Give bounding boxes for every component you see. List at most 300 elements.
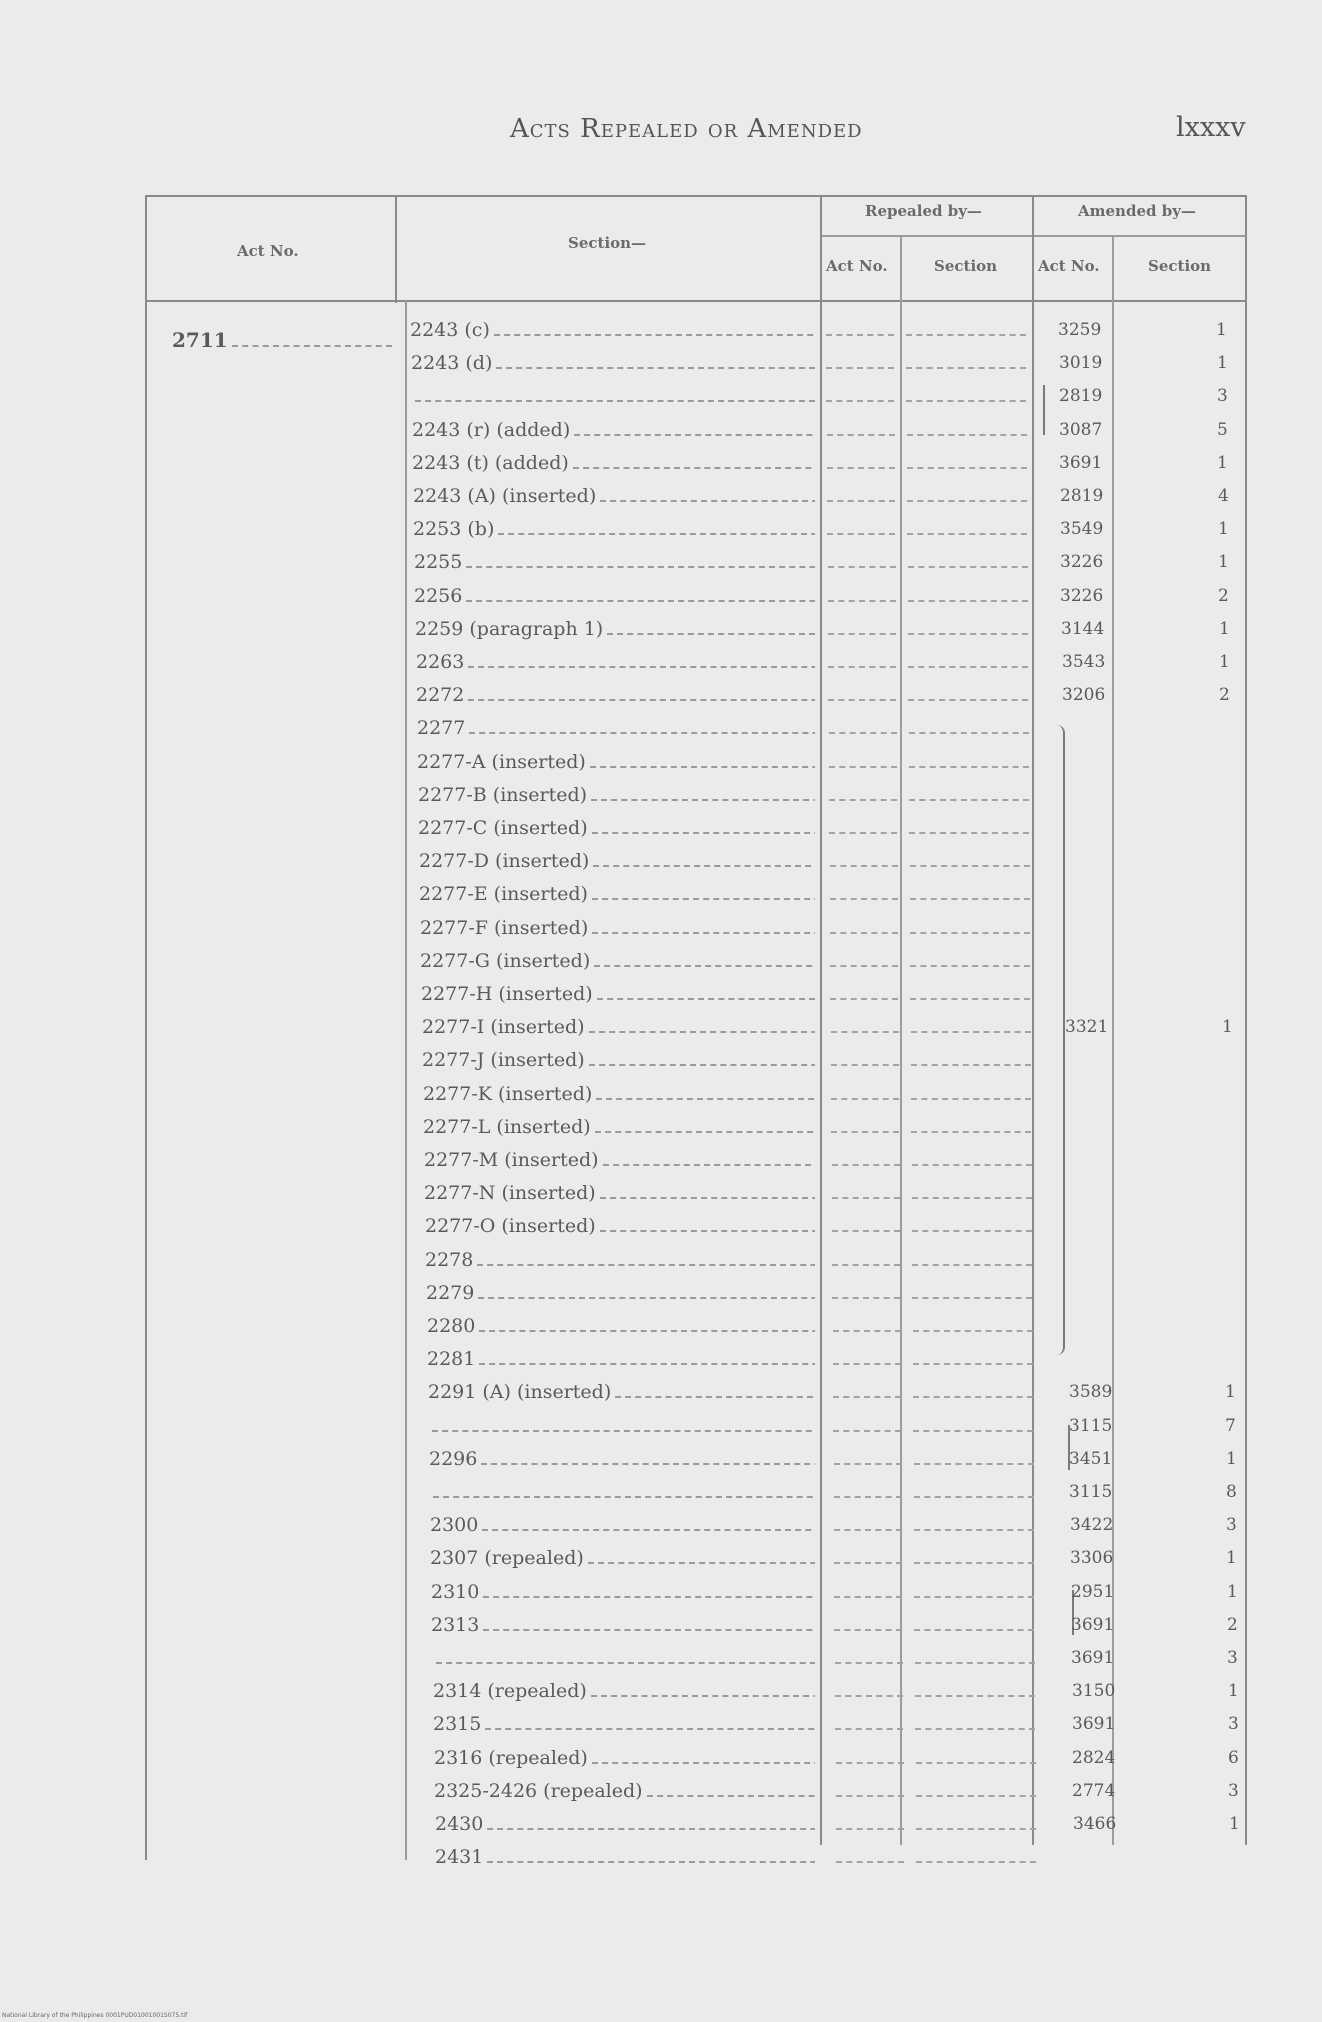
section-text: 2277-M (inserted): [424, 1149, 599, 1171]
section-leader: [477, 1260, 815, 1266]
section-leader: [468, 695, 815, 701]
repealed-section-blank: [912, 1264, 1032, 1266]
section-leader: [482, 1525, 815, 1531]
section-leader: [496, 363, 815, 369]
section-text: 2310: [431, 1581, 480, 1603]
repealed-act-blank: [832, 1164, 900, 1166]
repealed-act-blank: [831, 1131, 899, 1133]
repealed-act-blank: [833, 1396, 901, 1398]
repealed-section-blank: [912, 1197, 1032, 1199]
repealed-act-blank: [832, 1297, 900, 1299]
section-cell: [416, 683, 815, 707]
section-cell: [429, 1480, 815, 1504]
amended-act-no: 3144: [1061, 619, 1105, 639]
section-cell: [432, 1646, 815, 1670]
amended-section: 1: [1217, 353, 1228, 373]
repealed-section-blank: [908, 666, 1028, 668]
section-leader: [592, 928, 815, 934]
header-bottom-rule: [145, 300, 1245, 302]
section-leader: [594, 961, 815, 967]
table-row: [0, 650, 1322, 683]
table-row: [0, 1015, 1322, 1048]
section-cell: [424, 1181, 815, 1205]
repealed-section-blank: [914, 1463, 1034, 1465]
section-leader: [494, 330, 815, 336]
header-repealed-by: Repealed by—: [865, 202, 982, 220]
section-leader: [588, 1558, 815, 1564]
repealed-act-blank: [828, 699, 896, 701]
amended-act-no: 2774: [1072, 1781, 1116, 1801]
repealed-act-blank: [826, 367, 894, 369]
section-text: 2313: [431, 1614, 480, 1636]
repealed-act-blank: [833, 1430, 901, 1432]
section-cell: [419, 882, 815, 906]
section-cell: [416, 650, 815, 674]
section-cell: [427, 1347, 815, 1371]
amended-section: 1: [1217, 453, 1228, 473]
section-leader: [593, 861, 815, 867]
section-cell: [422, 1015, 815, 1039]
amended-act-no: 3549: [1060, 519, 1104, 539]
repealed-section-blank: [910, 865, 1030, 867]
repealed-act-blank: [834, 1562, 902, 1564]
amended-act-no: 3543: [1062, 652, 1106, 672]
table-row: [0, 1580, 1322, 1613]
amended-act-no: 3691: [1071, 1615, 1115, 1635]
section-cell: [412, 418, 815, 442]
page-title: Acts Repealed or Amended: [510, 114, 863, 144]
section-text: 2430: [435, 1813, 484, 1835]
section-cell: [426, 1281, 815, 1305]
repealed-act-blank: [827, 533, 895, 535]
amended-section: 5: [1217, 420, 1228, 440]
repealed-section-blank: [906, 334, 1026, 336]
repealed-section-blank: [913, 1330, 1033, 1332]
section-leader: [595, 1127, 815, 1133]
amended-act-no: 2951: [1071, 1582, 1115, 1602]
repealed-section-blank: [913, 1430, 1033, 1432]
section-leader: [615, 1392, 815, 1398]
section-leader: [591, 1691, 815, 1697]
header-amended-act-no: Act No.: [1038, 257, 1100, 275]
section-text: 2259 (paragraph 1): [415, 618, 604, 640]
table-row: [0, 1646, 1322, 1679]
table-row: [0, 1380, 1322, 1413]
section-cell: [414, 584, 815, 608]
header-repealed-section: Section: [934, 257, 998, 275]
amended-act-no: 2819: [1060, 486, 1104, 506]
table-row: [0, 617, 1322, 650]
table-row: [0, 1746, 1322, 1779]
section-text: 2277-D (inserted): [419, 850, 590, 872]
table-row: [0, 882, 1322, 915]
amended-section: 4: [1218, 486, 1229, 506]
repealed-act-blank: [827, 500, 895, 502]
section-cell: [420, 916, 815, 940]
table-row: [0, 783, 1322, 816]
table-row: [0, 1546, 1322, 1579]
repealed-section-blank: [916, 1861, 1036, 1863]
table-row: [0, 916, 1322, 949]
section-text: 2280: [427, 1315, 476, 1337]
section-cell: [430, 1513, 815, 1537]
section-text: 2277-I (inserted): [422, 1016, 585, 1038]
section-leader: [468, 662, 815, 668]
repealed-section-blank: [916, 1762, 1036, 1764]
header-act-no: Act No.: [237, 242, 299, 260]
repealed-section-blank: [916, 1828, 1036, 1830]
section-leader: [597, 994, 815, 1000]
table-row: [0, 982, 1322, 1015]
repealed-act-blank: [836, 1828, 904, 1830]
section-leader: [589, 1027, 815, 1033]
section-cell: [418, 783, 815, 807]
section-leader: [436, 1658, 815, 1664]
repealed-act-blank: [833, 1363, 901, 1365]
section-text: 2243 (c): [410, 319, 490, 341]
repealed-act-blank: [826, 400, 894, 402]
repealed-act-blank: [836, 1795, 904, 1797]
repealed-section-blank: [910, 998, 1030, 1000]
table-row: [0, 1613, 1322, 1646]
table-row: [0, 451, 1322, 484]
section-text: 2277-F (inserted): [420, 917, 589, 939]
section-cell: [431, 1580, 815, 1604]
repealed-section-blank: [912, 1230, 1032, 1232]
repealed-section-blank: [908, 566, 1028, 568]
table-row: [0, 1214, 1322, 1247]
section-text: 2277-O (inserted): [425, 1215, 596, 1237]
table-row: [0, 1679, 1322, 1712]
amended-act-no: 3451: [1069, 1449, 1113, 1469]
repealed-act-blank: [831, 1031, 899, 1033]
section-text: 2255: [414, 551, 463, 573]
section-cell: [433, 1679, 815, 1703]
amended-section: 1: [1218, 552, 1229, 572]
section-leader: [591, 795, 815, 801]
section-leader: [647, 1791, 815, 1797]
section-cell: [411, 384, 815, 408]
repealed-section-blank: [914, 1562, 1034, 1564]
table-row: [0, 1712, 1322, 1745]
amended-act-no: 3589: [1069, 1382, 1113, 1402]
amended-section: 1: [1225, 1382, 1236, 1402]
section-cell: [428, 1414, 815, 1438]
section-leader: [479, 1326, 815, 1332]
repealed-act-blank: [834, 1529, 902, 1531]
section-text: 2272: [416, 684, 465, 706]
section-cell: [425, 1248, 815, 1272]
repealed-section-blank: [914, 1529, 1034, 1531]
repealed-act-blank: [834, 1496, 902, 1498]
repealed-act-blank: [836, 1762, 904, 1764]
section-cell: [420, 949, 815, 973]
section-leader: [574, 430, 815, 436]
repealed-act-blank: [828, 600, 896, 602]
amended-section: 2: [1227, 1615, 1238, 1635]
amended-section: 3: [1226, 1515, 1237, 1535]
section-leader: [592, 1758, 815, 1764]
section-leader: [433, 1492, 815, 1498]
table-row: [0, 949, 1322, 982]
table-row: [0, 584, 1322, 617]
amended-section: 2: [1218, 586, 1229, 606]
repealed-act-blank: [834, 1629, 902, 1631]
section-cell: [421, 982, 815, 1006]
repealed-act-blank: [830, 898, 898, 900]
section-text: 2314 (repealed): [433, 1680, 587, 1702]
amended-section: 3: [1228, 1781, 1239, 1801]
section-leader: [469, 728, 815, 734]
repealed-section-blank: [911, 1064, 1031, 1066]
table-row: [0, 816, 1322, 849]
repealed-act-blank: [835, 1728, 903, 1730]
amended-act-no: 3019: [1059, 353, 1103, 373]
section-leader: [481, 1459, 815, 1465]
section-cell: [413, 484, 815, 508]
repealed-section-blank: [912, 1297, 1032, 1299]
section-text: 2263: [416, 651, 465, 673]
section-leader: [589, 1060, 815, 1066]
section-leader: [603, 1160, 815, 1166]
repealed-section-blank: [909, 732, 1029, 734]
repealed-act-blank: [828, 633, 896, 635]
table-top-rule: [145, 195, 1245, 197]
amended-section: 1: [1219, 652, 1230, 672]
section-text: 2325-2426 (repealed): [434, 1780, 643, 1802]
section-cell: [431, 1613, 815, 1637]
repealed-section-blank: [914, 1496, 1034, 1498]
table-row: [0, 550, 1322, 583]
section-cell: [435, 1845, 815, 1869]
section-text: 2243 (A) (inserted): [413, 485, 597, 507]
repealed-section-blank: [908, 633, 1028, 635]
section-text: 2296: [429, 1448, 478, 1470]
amended-act-no: 3259: [1058, 320, 1102, 340]
section-text: 2315: [433, 1713, 482, 1735]
repealed-section-blank: [915, 1728, 1035, 1730]
table-row: [0, 1181, 1322, 1214]
table-row: [0, 716, 1322, 749]
amended-act-no: 3691: [1059, 453, 1103, 473]
repealed-section-blank: [911, 1098, 1031, 1100]
repealed-section-blank: [916, 1795, 1036, 1797]
section-cell: [417, 716, 815, 740]
section-leader: [479, 1359, 815, 1365]
section-cell: [423, 1082, 815, 1106]
amended-section: 1: [1218, 519, 1229, 539]
amended-act-no: 3691: [1071, 1648, 1115, 1668]
amended-act-no: 3226: [1060, 552, 1104, 572]
section-text: 2277-L (inserted): [423, 1116, 591, 1138]
repealed-section-blank: [913, 1363, 1033, 1365]
header-amended-section: Section: [1148, 257, 1212, 275]
repealed-act-blank: [832, 1230, 900, 1232]
section-leader: [600, 1193, 815, 1199]
repealed-section-blank: [909, 799, 1029, 801]
amended-section: 7: [1225, 1416, 1236, 1436]
repealed-act-blank: [834, 1596, 902, 1598]
amended-act-no: 2824: [1072, 1748, 1116, 1768]
actno-divider: [395, 195, 397, 303]
table-row: [0, 1812, 1322, 1845]
amended-act-no: 3115: [1069, 1482, 1113, 1502]
amended-act-no: 3422: [1070, 1515, 1114, 1535]
table-row: [0, 1115, 1322, 1148]
amended-section: 1: [1229, 1814, 1240, 1834]
repealed-act-blank: [832, 1197, 900, 1199]
section-leader: [485, 1724, 815, 1730]
section-cell: [429, 1447, 815, 1471]
section-cell: [415, 617, 815, 641]
section-cell: [413, 517, 815, 541]
repealed-section-blank: [911, 1031, 1031, 1033]
section-leader: [487, 1824, 815, 1830]
repealed-section-blank: [914, 1596, 1034, 1598]
section-cell: [434, 1746, 815, 1770]
repealed-section-blank: [912, 1164, 1032, 1166]
repealed-section-blank: [906, 400, 1026, 402]
table-row: [0, 849, 1322, 882]
section-text: 2277-N (inserted): [424, 1182, 596, 1204]
repealed-section-blank: [907, 500, 1027, 502]
section-cell: [411, 351, 815, 375]
amended-section: 6: [1228, 1748, 1239, 1768]
section-cell: [425, 1214, 815, 1238]
table-row: [0, 384, 1322, 417]
section-text: 2277-H (inserted): [421, 983, 593, 1005]
repealed-act-blank: [836, 1861, 904, 1863]
amended-section: 1: [1219, 619, 1230, 639]
section-text: 2291 (A) (inserted): [428, 1381, 612, 1403]
section-text: 2431: [435, 1846, 484, 1868]
section-cell: [428, 1380, 815, 1404]
repealed-section-blank: [907, 467, 1027, 469]
page-number: lxxxv: [1176, 112, 1246, 143]
section-text: 2277-C (inserted): [418, 817, 588, 839]
repealed-section-blank: [914, 1629, 1034, 1631]
table-row: [0, 1414, 1322, 1447]
section-text: 2279: [426, 1282, 475, 1304]
section-text: 2277-B (inserted): [418, 784, 588, 806]
repealed-act-blank: [828, 566, 896, 568]
section-leader: [592, 894, 815, 900]
repealed-act-blank: [826, 334, 894, 336]
table-row: [0, 318, 1322, 351]
repealed-act-blank: [829, 766, 897, 768]
repealed-section-blank: [913, 1396, 1033, 1398]
table-row: [0, 1148, 1322, 1181]
repealed-act-blank: [827, 434, 895, 436]
repealed-act-blank: [835, 1695, 903, 1697]
section-text: 2243 (d): [411, 352, 493, 374]
section-text: 2281: [427, 1348, 476, 1370]
table-row: [0, 1314, 1322, 1347]
section-leader: [596, 1094, 815, 1100]
repealed-act-blank: [832, 1264, 900, 1266]
section-text: 2300: [430, 1514, 479, 1536]
table-row: [0, 351, 1322, 384]
amended-act-no: 2819: [1059, 386, 1103, 406]
repealed-section-blank: [910, 898, 1030, 900]
section-leader: [600, 496, 815, 502]
repealed-section-blank: [915, 1695, 1035, 1697]
repealed-act-blank: [834, 1463, 902, 1465]
repealed-section-blank: [907, 533, 1027, 535]
repealed-act-blank: [830, 965, 898, 967]
table-row: [0, 1281, 1322, 1314]
table-row: [0, 1248, 1322, 1281]
repealed-act-blank: [833, 1330, 901, 1332]
section-cell: [410, 318, 815, 342]
table-row: [0, 1513, 1322, 1546]
section-text: 2253 (b): [413, 518, 495, 540]
repealed-section-blank: [910, 932, 1030, 934]
table-row: [0, 517, 1322, 550]
section-cell: [417, 750, 815, 774]
table-row: [0, 750, 1322, 783]
section-leader: [487, 1857, 815, 1863]
amended-section: 1: [1222, 1017, 1233, 1037]
repealed-act-blank: [831, 1064, 899, 1066]
table-row: [0, 1779, 1322, 1812]
repealed-act-blank: [835, 1662, 903, 1664]
repealed-section-blank: [908, 699, 1028, 701]
section-text: 2256: [414, 585, 463, 607]
repealed-section-blank: [911, 1131, 1031, 1133]
amended-section: 1: [1216, 320, 1227, 340]
section-text: 2243 (r) (added): [412, 419, 571, 441]
section-cell: [424, 1148, 815, 1172]
amended-section: 8: [1226, 1482, 1237, 1502]
section-leader: [573, 463, 815, 469]
section-text: 2277-K (inserted): [423, 1083, 593, 1105]
repealed-section-blank: [908, 600, 1028, 602]
amended-act-no: 3466: [1073, 1814, 1117, 1834]
section-cell: [414, 550, 815, 574]
header-amended-by: Amended by—: [1078, 202, 1196, 220]
repealed-section-blank: [909, 766, 1029, 768]
repealed-section-blank: [910, 965, 1030, 967]
amended-section: 1: [1226, 1449, 1237, 1469]
section-leader: [607, 629, 815, 635]
amended-act-no: 3321: [1065, 1017, 1109, 1037]
amended-section: 3: [1227, 1648, 1238, 1668]
section-leader: [432, 1426, 815, 1432]
table-row: [0, 1082, 1322, 1115]
repealed-act-blank: [830, 865, 898, 867]
repealed-section-blank: [909, 832, 1029, 834]
table-row: [0, 1347, 1322, 1380]
table-row: [0, 418, 1322, 451]
header-section: Section—: [568, 234, 647, 252]
amended-act-no: 3691: [1072, 1714, 1116, 1734]
section-leader: [483, 1592, 815, 1598]
table-row: [0, 683, 1322, 716]
section-leader: [592, 828, 815, 834]
amended-act-no: 3226: [1060, 586, 1104, 606]
section-text: 2278: [425, 1249, 474, 1271]
repealed-section-blank: [907, 434, 1027, 436]
header-repealed-act-no: Act No.: [826, 257, 888, 275]
section-text: 2277-G (inserted): [420, 950, 591, 972]
section-cell: [423, 1115, 815, 1139]
repealed-section-blank: [906, 367, 1026, 369]
table-row: [0, 1845, 1322, 1878]
section-leader: [483, 1625, 815, 1631]
section-cell: [435, 1812, 815, 1836]
section-leader: [498, 529, 815, 535]
